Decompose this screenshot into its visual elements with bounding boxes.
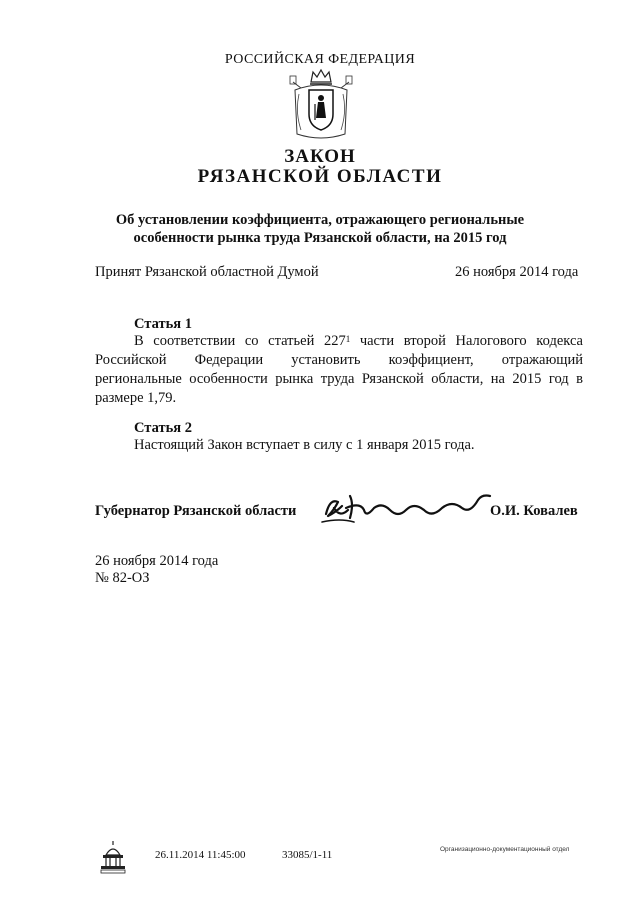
footer-code: 33085/1-11 (282, 849, 333, 861)
law-subtitle (0, 211, 640, 247)
article-1-text (95, 332, 583, 408)
footer-timestamp: 26.11.2014 11:45:00 (155, 849, 246, 861)
article-line-part: части второй Налогового кодекса (350, 333, 583, 349)
article-line: размере 1,79. (95, 390, 177, 406)
article-1-title: Статья 1 (134, 316, 192, 332)
law-number: № 82-ОЗ (95, 570, 150, 586)
article-line: Российской Федерации установить коэффициент, отражающий (95, 352, 583, 368)
article-line (95, 332, 583, 351)
law-title: ЗАКОН (284, 146, 356, 167)
subtitle-line: Об установлении коэффициента, отражающего региональные (115, 212, 525, 228)
adopted-by: Принят Рязанской областной Думой (95, 264, 319, 280)
country-heading: РОССИЙСКАЯ ФЕДЕРАЦИЯ (224, 52, 416, 67)
subtitle-line: особенности рынка труда Рязанской области, на 2015 год (133, 230, 507, 246)
duma-logo-icon (98, 839, 128, 875)
governor-name: О.И. Ковалев (490, 503, 578, 519)
article-line-part: В соответствии со статьей 227 (134, 333, 346, 349)
region-title: РЯЗАНСКОЙ ОБЛАСТИ (197, 166, 443, 187)
coat-of-arms-icon (289, 68, 353, 142)
article-2-text: Настоящий Закон вступает в силу с 1 января 2015 года. (134, 437, 475, 453)
handwritten-signature-icon (320, 488, 510, 530)
article-line: региональные особенности рынка труда Рязанской области, на 2015 год в (95, 371, 583, 387)
governor-title: Губернатор Рязанской области (95, 503, 297, 519)
article-2-title: Статья 2 (134, 420, 192, 436)
footer-department: Организационно-документационный отдел (440, 846, 570, 853)
adopted-date: 26 ноября 2014 года (455, 264, 579, 280)
superscript: 1 (345, 334, 351, 344)
signing-date: 26 ноября 2014 года (95, 553, 219, 569)
